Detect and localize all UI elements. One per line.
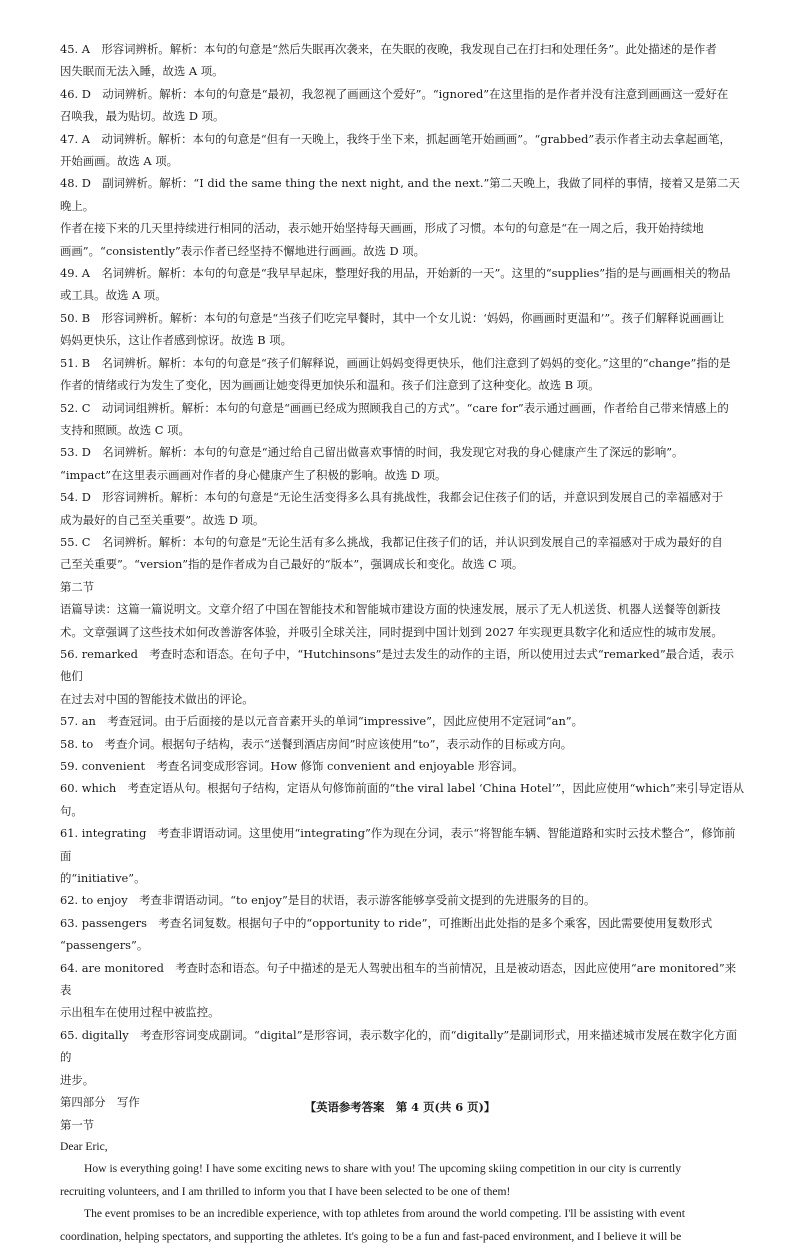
answer-48	[60, 172, 744, 262]
letter-line: recruiting volunteers, and I am thrilled to inform you that I have been selected to be one of them!	[60, 1184, 511, 1198]
answer-53	[60, 441, 744, 486]
answer-58: 58. to 考查介词。根据句子结构，表示“送餐到酒店房间”时应该使用“to”，表示动作的目标或方向。	[60, 736, 573, 751]
answer-line: “passengers”。	[60, 938, 149, 953]
answer-line: 64. are monitored 考查时态和语态。句子中描述的是无人驾驶出租车的当前情况，且是被动语态，因此应使用“are monitored”来表	[60, 960, 737, 998]
answer-line: 46. D 动词辨析。解析：本句的句意是“最初，我忽视了画画这个爱好”。“ignored”在这里指的是作者并没有注意到画画这一爱好在	[60, 86, 729, 101]
answer-line: 句。	[60, 803, 83, 818]
letter-line: The event promises to be an incredible experience, with top athletes from around the world competing. I'll be assisting with event	[84, 1207, 685, 1221]
answer-line: 50. B 形容词辨析。解析：本句的句意是“当孩子们吃完早餐时，其中一个女儿说：‘妈妈，你画画时更温和’”。孩子们解释说画画让	[60, 310, 725, 325]
answer-line: 53. D 名词辨析。解析：本句的句意是“通过给自己留出做喜欢事情的时间，我发现它对我的身心健康产生了深远的影响”。	[60, 445, 684, 460]
answer-56	[60, 643, 744, 710]
answer-line: 作者的情绪或行为发生了变化，因为画画让她变得更加快乐和温和。孩子们注意到了这种变化。故选 B 项。	[60, 378, 600, 393]
answer-line: 作者在接下来的几天里持续进行相同的活动，表示她开始坚持每天画画，形成了习惯。本句的句意是“在一周之后，我开始持续地	[60, 221, 704, 236]
answer-45	[60, 38, 744, 83]
answer-line: 语篇导读：这篇一篇说明文。文章介绍了中国在智能技术和智能城市建设方面的快速发展，展示了无人机送货、机器人送餐等创新技	[60, 602, 721, 617]
answer-line: 55. C 名词辨析。解析：本句的句意是“无论生活有多么挑战，我都记住孩子们的话，并认识到发展自己的幸福感对于成为最好的自	[60, 534, 723, 549]
answer-line: 妈妈更快乐，这让作者感到惊讶。故选 B 项。	[60, 333, 293, 348]
answer-line: 因失眠而无法入睡，故选 A 项。	[60, 64, 224, 79]
answer-line: 63. passengers 考查名词复数。根据句子中的“opportunity to ride”，可推断出此处指的是多个乘客，因此需要使用复数形式	[60, 915, 713, 930]
answer-54	[60, 486, 744, 531]
answer-line: 支持和照顾。故选 C 项。	[60, 422, 190, 437]
answer-50	[60, 307, 744, 352]
answer-65	[60, 1024, 744, 1091]
answer-line: 60. which 考查定语从句。根据句子结构，定语从句修饰前面的“the viral label ‘China Hotel’”，因此应使用“which”来引导定语从	[60, 781, 745, 796]
answer-line: 己至关重要”。“version”指的是作者成为自己最好的“版本”，强调成长和变化。故选 C 项。	[60, 557, 524, 572]
letter-line: coordination, helping spectators, and supporting the athletes. It's going to be a fun and fast-paced environment, and I believe it will be	[60, 1229, 682, 1243]
letter-salutation: Dear Eric,	[60, 1139, 108, 1153]
answer-47	[60, 128, 744, 173]
passage-guide	[60, 598, 744, 643]
answer-49	[60, 262, 744, 307]
answer-line: 49. A 名词辨析。解析：本句的句意是“我早早起床，整理好我的用品，开始新的一天”。这里的“supplies”指的是与画画相关的物品	[60, 266, 731, 281]
answer-line: 进步。	[60, 1072, 95, 1087]
answer-59: 59. convenient 考查名词变成形容词。How 修饰 convenient and enjoyable 形容词。	[60, 759, 524, 773]
part-four-heading: 第四部分 写作	[60, 1095, 140, 1110]
section-heading-1: 第一节	[60, 1117, 95, 1132]
answer-line: 45. A 形容词辨析。解析：本句的句意是“然后失眠再次袭来，在失眠的夜晚，我发现自己在打扫和处理任务”。此处描述的是作者	[60, 42, 717, 56]
answer-line: 在过去对中国的智能技术做出的评论。	[60, 691, 254, 706]
answer-60	[60, 777, 744, 822]
answer-line: 召唤我，最为贴切。故选 D 项。	[60, 109, 225, 124]
answer-63	[60, 912, 744, 957]
answer-57: 57. an 考查冠词。由于后面接的是以元音音素开头的单词“impressive”，因此应使用不定冠词“an”。	[60, 714, 583, 729]
answer-line: 开始画画。故选 A 项。	[60, 154, 178, 169]
answer-line: 65. digitally 考查形容词变成副词。“digital”是形容词，表示数字化的，而“digitally”是副词形式，用来描述城市发展在数字化方面的	[60, 1027, 738, 1065]
answer-line: 画画”。“consistently”表示作者已经坚持不懈地进行画画。故选 D 项。	[60, 243, 426, 258]
answer-line: 示出租车在使用过程中被监控。	[60, 1005, 220, 1020]
answer-61	[60, 822, 744, 889]
letter-line: How is everything going! I have some exciting news to share with you! The upcoming skiing competition in our city is currently	[84, 1162, 682, 1176]
answer-55	[60, 531, 744, 576]
page-footer: 【英语参考答案 第 4 页(共 6 页)】	[304, 1100, 496, 1114]
answer-51	[60, 352, 744, 397]
answer-line: “impact”在这里表示画画对作者的身心健康产生了积极的影响。故选 D 项。	[60, 467, 447, 482]
answer-line: 56. remarked 考查时态和语态。在句子中，“Hutchinsons”是过去发生的动作的主语，所以使用过去式“remarked”最合适，表示他们	[60, 646, 735, 684]
letter-paragraph-2	[60, 1203, 744, 1248]
answer-52	[60, 397, 744, 442]
answer-line: 术。文章强调了这些技术如何改善游客体验，并吸引全球关注，同时提到中国计划到 2027 年实现更具数字化和适应性的城市发展。	[60, 624, 723, 639]
answer-line: 或工具。故选 A 项。	[60, 288, 167, 303]
answer-line: 48. D 副词辨析。解析：“I did the same thing the next night, and the next.”第二天晚上，我做了同样的事情，接着又是第二天晚上。	[60, 176, 740, 213]
answer-line: 47. A 动词辨析。解析：本句的句意是“但有一天晚上，我终于坐下来，抓起画笔开始画画”。“grabbed”表示作者主动去拿起画笔，	[60, 131, 731, 146]
answer-line: 成为最好的自己至关重要”。故选 D 项。	[60, 512, 265, 527]
answer-64	[60, 957, 744, 1024]
answer-line: 52. C 动词词组辨析。解析：本句的句意是“画画已经成为照顾我自己的方式”。“care for”表示通过画画，作者给自己带来情感上的	[60, 400, 729, 415]
answer-line: 的“initiative”。	[60, 871, 146, 886]
letter-paragraph-1	[60, 1158, 744, 1203]
answer-line: 61. integrating 考查非谓语动词。这里使用“integrating”作为现在分词，表示“将智能车辆、智能道路和实时云技术整合”，修饰前面	[60, 826, 736, 863]
answer-46	[60, 83, 744, 128]
answer-62: 62. to enjoy 考查非谓语动词。“to enjoy”是目的状语，表示游客能够享受前文提到的先进服务的目的。	[60, 893, 596, 908]
answer-line: 51. B 名词辨析。解析：本句的句意是“孩子们解释说，画画让妈妈变得更快乐，他们注意到了妈妈的变化。”这里的“change”指的是	[60, 355, 731, 370]
answer-line: 54. D 形容词辨析。解析：本句的句意是“无论生活变得多么具有挑战性，我都会记住孩子们的话，并意识到发展自己的幸福感对于	[60, 490, 724, 505]
section-heading-2: 第二节	[60, 579, 95, 594]
